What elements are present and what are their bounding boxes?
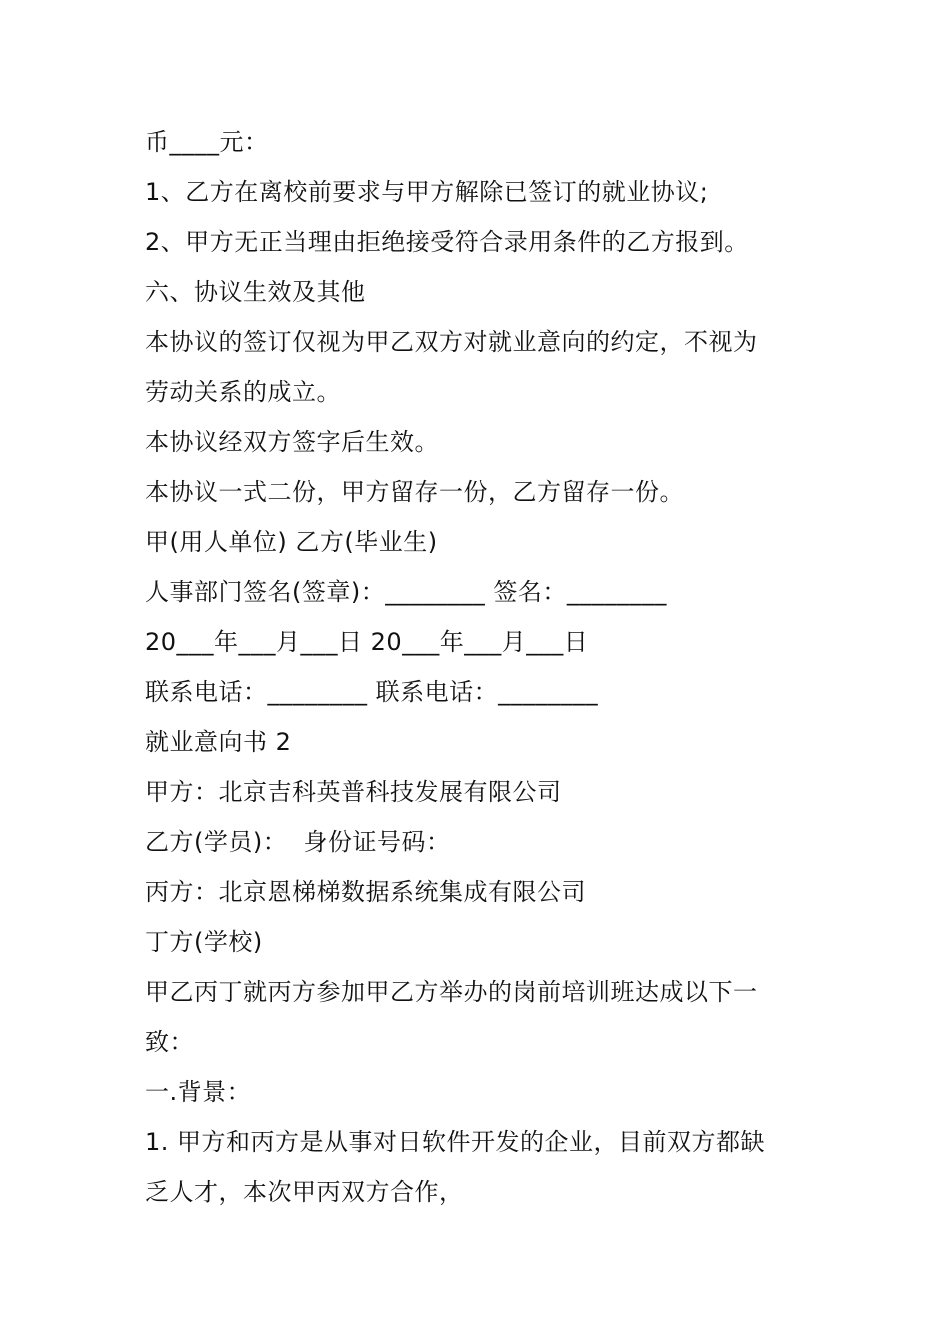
- date-fields-line: 20___年___月___日 20___年___月___日: [145, 628, 589, 656]
- party-d-line: 丁方(学校): [145, 928, 263, 956]
- signature-parties-line: 甲(用人单位) 乙方(毕业生): [145, 528, 438, 556]
- section-heading-6: 六、协议生效及其他: [145, 278, 366, 306]
- phone-fields-line: 联系电话：________ 联系电话：________: [145, 678, 599, 706]
- paragraph-line: 乏人才，本次甲丙双方合作，: [145, 1178, 464, 1206]
- paragraph-line: 本协议的签订仅视为甲乙双方对就业意向的约定，不视为: [145, 328, 758, 356]
- paragraph-line: 致：: [145, 1028, 194, 1056]
- document-body: [145, 117, 825, 1217]
- paragraph-line: 甲乙丙丁就丙方参加甲乙方举办的岗前培训班达成以下一: [145, 978, 758, 1006]
- party-a-line: 甲方：北京吉科英普科技发展有限公司: [145, 778, 562, 806]
- paragraph-line: 劳动关系的成立。: [145, 378, 341, 406]
- signature-fields-line: 人事部门签名(签章)：________ 签名：________: [145, 578, 667, 606]
- paragraph-line: 本协议经双方签字后生效。: [145, 428, 439, 456]
- currency-amount-line: 币____元：: [145, 128, 269, 156]
- party-b-line: 乙方(学员)： 身份证号码：: [145, 828, 451, 856]
- clause-item-2: 2、甲方无正当理由拒绝接受符合录用条件的乙方报到。: [145, 228, 749, 256]
- party-c-line: 丙方：北京恩梯梯数据系统集成有限公司: [145, 878, 586, 906]
- clause-item-1: 1、乙方在离校前要求与甲方解除已签订的就业协议;: [145, 178, 709, 206]
- section-heading-background: 一.背景：: [145, 1078, 252, 1106]
- document-title-2: 就业意向书 2: [145, 728, 292, 756]
- paragraph-line: 1. 甲方和丙方是从事对日软件开发的企业，目前双方都缺: [145, 1128, 766, 1156]
- paragraph-line: 本协议一式二份，甲方留存一份，乙方留存一份。: [145, 478, 684, 506]
